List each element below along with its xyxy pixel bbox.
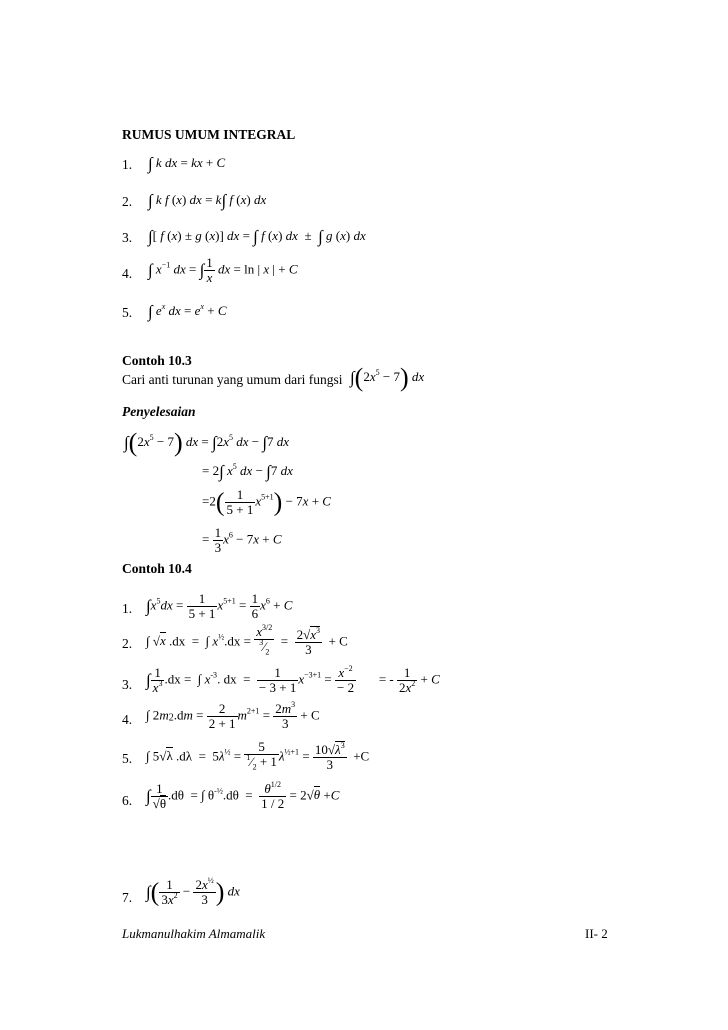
section-title: RUMUS UMUM INTEGRAL (122, 127, 296, 142)
example-10-4-item-6-number: 6. (122, 793, 133, 808)
solution-step-3: =2( $\frac{1}{5 + 1}$ $x^{5+1}) - 7x + C$ (202, 487, 331, 517)
example-10-4-item-3: ∫ $\frac{1}{x^3}$ .dx = ∫ $x^{-3}$. dx = $\frac{1}{- 3 + 1}$ $x^{-3+1}$ = $\frac{x^{-2}}{- 2}$ = - $\frac{1}{2x^2}$ + C (146, 664, 440, 695)
formula-2-number: 2. (122, 194, 133, 209)
example-10-4-item-4-number: 4. (122, 712, 133, 727)
footer-page-number: II- 2 (585, 926, 608, 941)
formula-3-number: 3. (122, 230, 133, 245)
example-10-3-title: Contoh 10.3 (122, 353, 192, 368)
example-10-4-item-2-number: 2. (122, 636, 133, 651)
example-10-4-title: Contoh 10.4 (122, 561, 192, 576)
solution-step-1: $\int(2x^5 - 7)$ dx = $\int 2x^5$ dx − ∫7 dx (124, 428, 290, 457)
solution-step-2: = 2∫ $x^5$ dx − ∫7 dx (202, 462, 293, 481)
example-10-4-item-6: ∫ $\frac{1}{√\theta}$ .dθ = ∫ $\theta^{-\frac{1}{2}}.d\theta$ = $\frac{\theta^{1/2}}{1 / 2}$ = 2√θ +C (146, 780, 340, 811)
formula-4: ∫ $x^{-1}$ dx = ∫ $\frac{1}{x}$ dx = ln | x | + C (148, 255, 298, 285)
formula-3: ∫[ f (x) ± g (x)] dx = ∫ f (x) dx ± ∫ g (x) dx (148, 227, 366, 246)
example-10-3-question: Cari anti turunan yang umum dari fungsi (122, 372, 343, 387)
example-10-4-item-5-number: 5. (122, 751, 133, 766)
example-10-4-item-1-number: 1. (122, 601, 133, 616)
formula-2: ∫ k f (x) dx = k∫ f (x) dx (148, 191, 267, 210)
example-10-4-item-5: ∫ 5√λ $.d\lambda = 5\lambda^{\frac{1}{2}}$ = $\frac{5}{^1⁄_2 + 1}$ $\lambda^{\frac{1}{2}+1}$ = $\frac{10√\lambda^3}{3}$ +C (146, 739, 370, 772)
example-10-4-item-4: ∫ $2m^2.dm$ = $\frac{2}{2 + 1}$ $m^{2+1}$ = $\frac{2m^3}{3}$ + C (146, 700, 320, 731)
formula-1: ∫ k dx = kx + C (148, 154, 226, 173)
solution-label: Penyelesaian (122, 404, 196, 419)
example-10-3-function: $\int(2x^5 - 7)$ dx (350, 363, 425, 392)
example-10-4-item-3-number: 3. (122, 677, 133, 692)
solution-step-4: = $\frac{1}{3}$ $x^6 - 7x + C$ (202, 525, 282, 555)
formula-5: ∫ $e^x$ dx = $e^x + C$ (148, 302, 227, 321)
example-10-4-item-2: ∫ √x .dx = ∫ $x^{\frac{1}{2}}.dx$ = $\frac{x^{3/2}}{^3⁄_2}$ = $\frac{2√x^3}{3}$ + C (146, 623, 348, 657)
example-10-4-item-7-number: 7. (122, 890, 133, 905)
formula-5-number: 5. (122, 305, 133, 320)
formula-4-number: 4. (122, 266, 133, 281)
example-10-4-item-1: $\int x^5dx$ = $\frac{1}{5 + 1}$ $x^{5+1}$ = $\frac{1}{6}$ $x^6 + C$ (146, 591, 293, 621)
example-10-4-item-7: ∫( $\frac{1}{3x^2}$ − $\frac{2x^{\frac{1}{2}}}{3}$ ) dx (146, 876, 240, 907)
formula-1-number: 1. (122, 157, 133, 172)
footer-author: Lukmanulhakim Almamalik (122, 926, 266, 941)
